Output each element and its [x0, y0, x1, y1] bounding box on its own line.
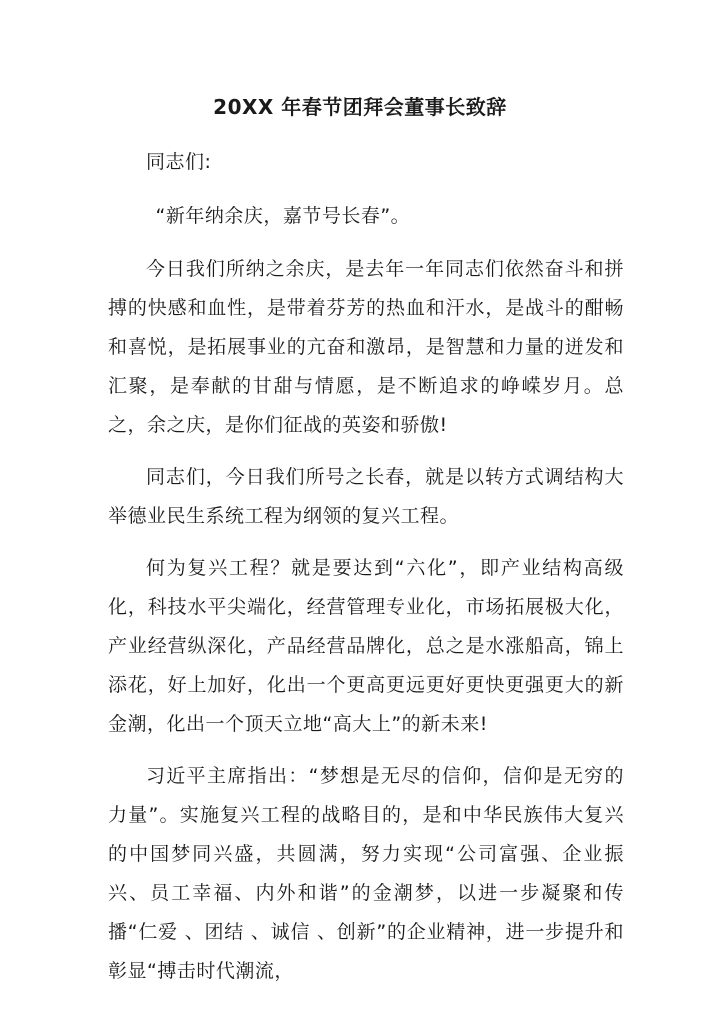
paragraph: 习近平主席指出：“梦想是无尽的信仰，信仰是无穷的力量”。实施复兴工程的战略目的，是和中华民族伟大复兴的中国梦同兴盛，共圆满，努力实现“公司富强、企业振兴、员工幸福、内外和谐”的金潮梦，以进一步凝聚和传播“仁爱 、团结 、诚信 、创新”的企业精神，进一步提升和彰显“搏击时代潮流，: [108, 765, 624, 982]
salutation: 同志们:: [146, 151, 212, 173]
paragraph: 何为复兴工程？就是要达到“六化”，即产业结构高级化，科技水平尖端化，经营管理专业化，市场拓展极大化，产业经营纵深化，产品经营品牌化，总之是水涨船高，锦上添花，好上加好，化出一个更高更远更好更快更强更大的新金潮，化出一个顶天立地“高大上”的新未来!: [108, 557, 624, 735]
paragraph: 今日我们所纳之余庆，是去年一年同志们依然奋斗和拼搏的快感和血性，是带着芬芳的热血和汗水，是战斗的酣畅和喜悦，是拓展事业的亢奋和激昂，是智慧和力量的迸发和汇聚，是奉献的甘甜与情愿，是不断追求的峥嵘岁月。总之，余之庆，是你们征战的英姿和骄傲!: [108, 258, 624, 436]
paragraph: 同志们，今日我们所号之长春，就是以转方式调结构大举德业民生系统工程为纲领的复兴工程。: [108, 466, 624, 527]
paragraph-quote: “新年纳余庆，嘉节号长春”。: [155, 205, 411, 227]
document-body: [108, 143, 624, 991]
document-title: 20XX 年春节团拜会董事长致辞: [213, 95, 507, 119]
